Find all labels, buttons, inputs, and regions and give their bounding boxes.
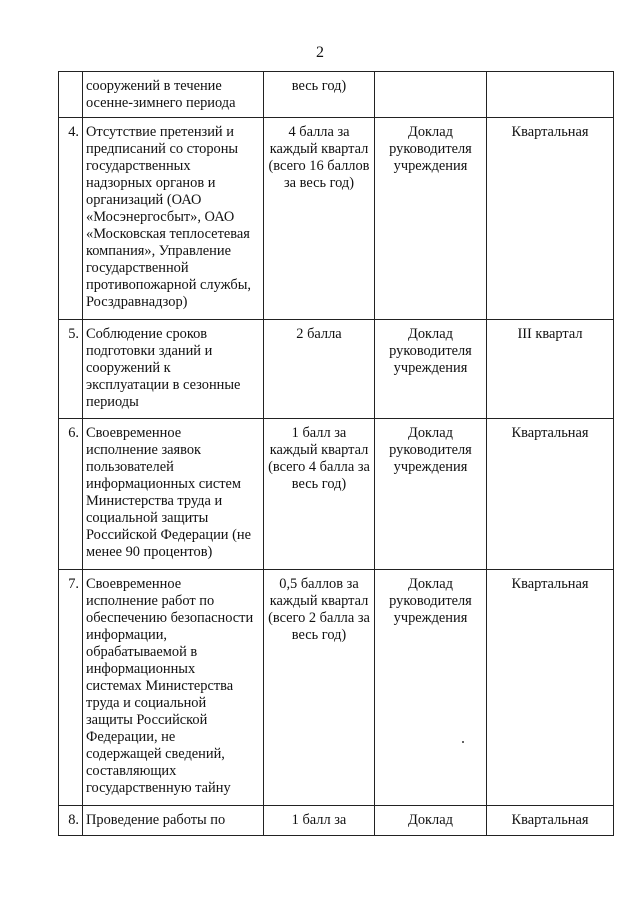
criterion-name: Своевременное исполнение работ по обеспечению безопасности информации, обрабатываемой в информационных системах Министерства труда и социальной защиты Российской Федерации, не содержащей сведений, составляющих государственную тайну xyxy=(83,570,264,806)
table-row xyxy=(59,118,614,320)
page-number: 2 xyxy=(316,44,324,61)
criterion-score: 0,5 баллов за каждый квартал (всего 2 балла за весь год) xyxy=(264,570,375,806)
criterion-period: Квартальная xyxy=(487,118,614,320)
row-number: 5. xyxy=(59,320,83,419)
criterion-source: Доклад руководителя учреждения xyxy=(375,570,487,806)
criterion-period: Квартальная xyxy=(487,570,614,806)
row-number: 8. xyxy=(59,806,83,836)
table-row xyxy=(59,72,614,118)
criterion-name: Проведение работы по xyxy=(83,806,264,836)
criterion-period: Квартальная xyxy=(487,419,614,570)
criterion-period: III квартал xyxy=(487,320,614,419)
row-number: 7. xyxy=(59,570,83,806)
criterion-name: Своевременное исполнение заявок пользователей информационных систем Министерства труда и социальной защиты Российской Федерации (не менее 90 процентов) xyxy=(83,419,264,570)
criterion-score: 2 балла xyxy=(264,320,375,419)
table-row xyxy=(59,570,614,806)
criterion-period: Квартальная xyxy=(487,806,614,836)
criterion-score: 1 балл за каждый квартал (всего 4 балла за весь год) xyxy=(264,419,375,570)
criteria-table xyxy=(58,71,614,836)
criterion-source: Доклад руководителя учреждения xyxy=(375,118,487,320)
criterion-period xyxy=(487,72,614,118)
row-number: 4. xyxy=(59,118,83,320)
criterion-name: Соблюдение сроков подготовки зданий и сооружений к эксплуатации в сезонные периоды xyxy=(83,320,264,419)
table-row xyxy=(59,419,614,570)
scan-speck xyxy=(462,741,464,743)
criterion-score: 1 балл за xyxy=(264,806,375,836)
criterion-name: сооружений в течение осенне-зимнего периода xyxy=(83,72,264,118)
row-number xyxy=(59,72,83,118)
criterion-source: Доклад руководителя учреждения xyxy=(375,320,487,419)
criterion-source: Доклад xyxy=(375,806,487,836)
row-number: 6. xyxy=(59,419,83,570)
criterion-score: весь год) xyxy=(264,72,375,118)
criterion-name: Отсутствие претензий и предписаний со стороны государственных надзорных органов и организаций (ОАО «Мосэнергосбыт», ОАО «Московская теплосетевая компания», Управление государственной противопожарной службы, Росздравнадзор) xyxy=(83,118,264,320)
criterion-score: 4 балла за каждый квартал (всего 16 баллов за весь год) xyxy=(264,118,375,320)
table-row xyxy=(59,320,614,419)
criterion-source xyxy=(375,72,487,118)
table-row xyxy=(59,806,614,836)
criterion-source: Доклад руководителя учреждения xyxy=(375,419,487,570)
